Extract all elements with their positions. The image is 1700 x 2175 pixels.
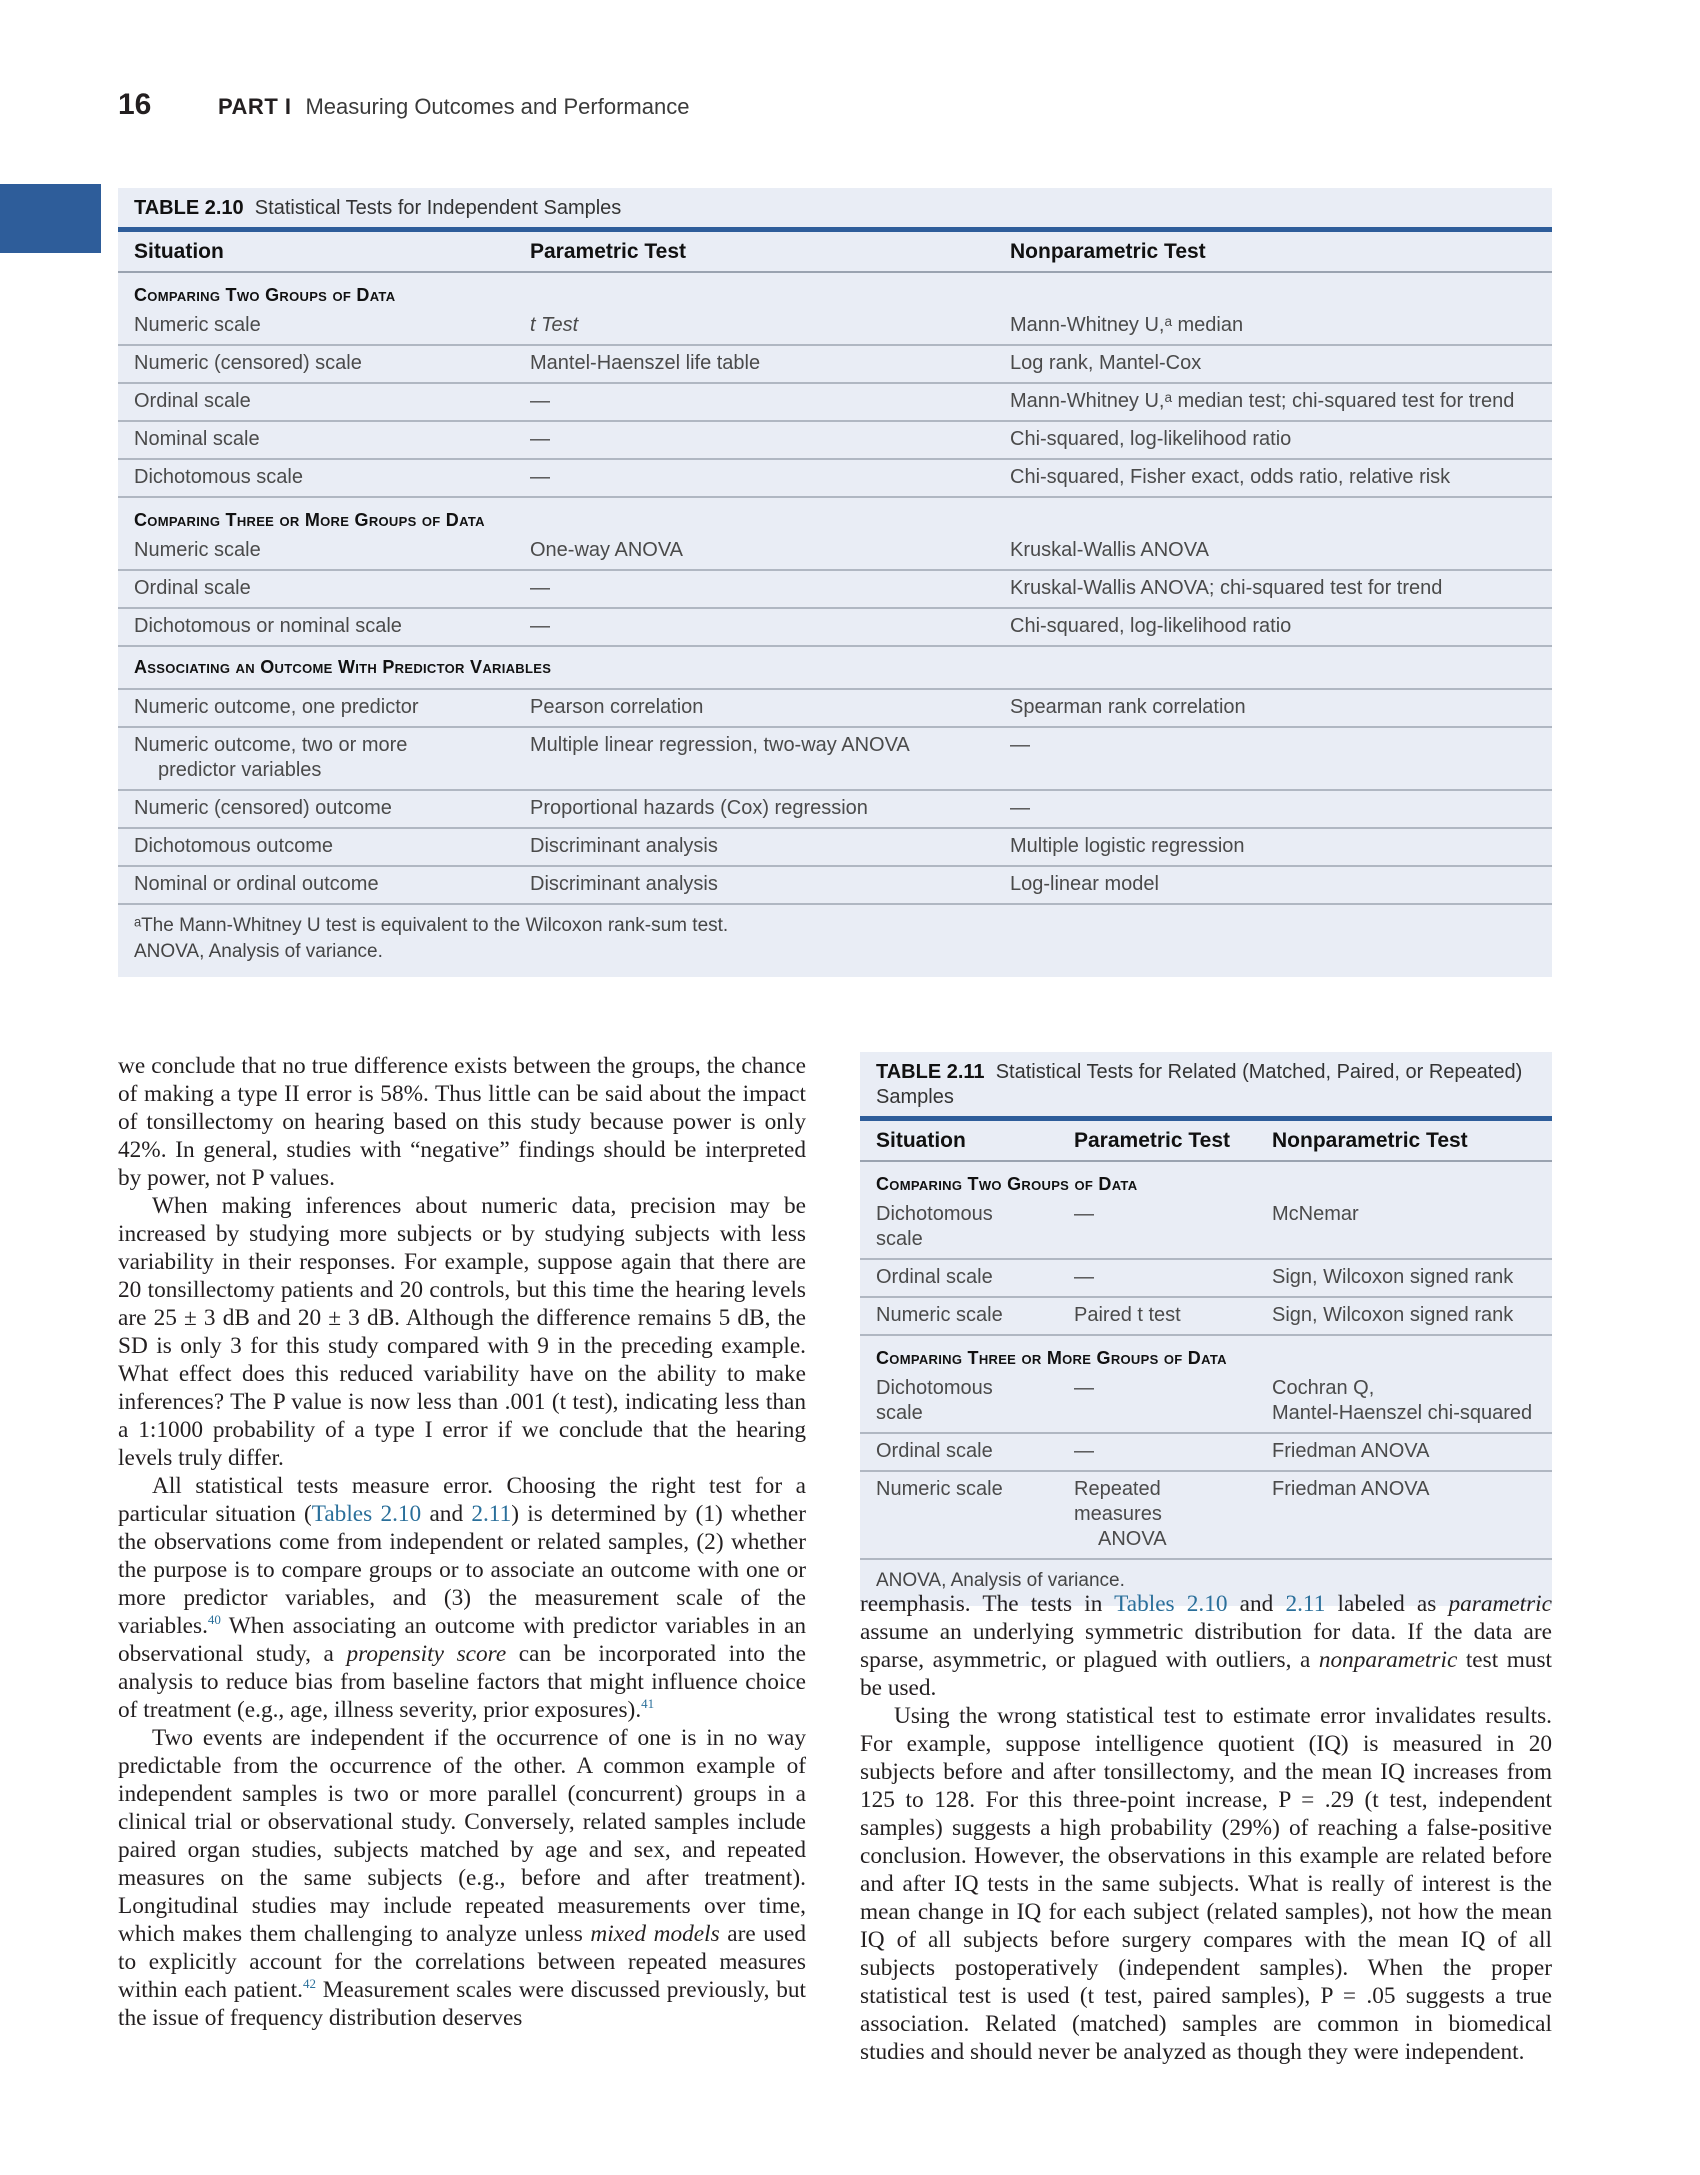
table-cell: Numeric scale — [118, 533, 514, 570]
table-2-11-grid — [860, 1121, 1552, 1560]
table-2-10-caption — [118, 188, 1552, 227]
emphasis: parametric — [1448, 1591, 1552, 1617]
text-run: ) is determined by (1) whether the observations come from independent or related samples, (2) whether the purpose is to compare groups or to associate an outcome with one or more predictor variables, and (3) the measurement scale of the variables. — [118, 1501, 806, 1639]
text-run: reemphasis. The tests in — [860, 1591, 1115, 1617]
table-row — [118, 828, 1552, 866]
table-header-row — [860, 1121, 1552, 1161]
table-2-10-grid — [118, 232, 1552, 905]
text-run: assume an underlying symmetric distribution for data. If the data are sparse, asymmetric, or plagued with outliers, a — [860, 1619, 1552, 1673]
table-cell: Discriminant analysis — [514, 828, 994, 866]
table-cell: Kruskal-Wallis ANOVA; chi-squared test for trend — [994, 570, 1552, 608]
table-cell: Dichotomous outcome — [118, 828, 514, 866]
text-run: Measurement scales were discussed previously, but the issue of frequency distribution deserves — [118, 1977, 806, 2031]
part-label: PART I — [218, 94, 292, 119]
paragraph — [860, 1590, 1552, 1702]
table-cell: Log rank, Mantel-Cox — [994, 345, 1552, 383]
text-run: and — [421, 1501, 472, 1527]
table-cell: Mann-Whitney U,ᵃ median test; chi-squared test for trend — [994, 383, 1552, 421]
column-header: Parametric Test — [514, 232, 994, 272]
table-2-11-link[interactable]: 2.11 — [1285, 1591, 1326, 1617]
group-heading-row — [118, 497, 1552, 533]
paragraph: When making inferences about numeric data, precision may be increased by studying more subjects or by studying subjects with less variability in their responses. For example, suppose again that there are 20 tonsillectomy patients and 20 controls, but this time the hearing levels are 25 ± 3 dB and 20 ± 3 dB. Although the difference remains 5 dB, the SD is only 3 for this study compared with 9 in the preceding example. What effect does this reduced variability have on the ability to make inferences? The P value is now less than .001 (t test), indicating less than a 1:1000 probability of a type I error if we conclude that the hearing levels truly differ. — [118, 1193, 806, 1471]
table-cell: Ordinal scale — [860, 1259, 1058, 1297]
column-header: Situation — [118, 232, 514, 272]
table-cell: Kruskal-Wallis ANOVA — [994, 533, 1552, 570]
table-row — [860, 1259, 1552, 1297]
column-header: Parametric Test — [1058, 1121, 1256, 1161]
reference-41[interactable]: 41 — [641, 1696, 655, 1712]
table-row — [118, 866, 1552, 904]
column-header: Nonparametric Test — [994, 232, 1552, 272]
table-cell: Pearson correlation — [514, 689, 994, 727]
table-cell-continuation: predictor variables — [158, 759, 322, 781]
table-2-10 — [118, 188, 1552, 977]
table-row — [118, 790, 1552, 828]
table-row — [118, 570, 1552, 608]
table-2-11-title: Statistical Tests for Related (Matched, Paired, or Repeated) Samples — [876, 1061, 1523, 1108]
table-2-10-link[interactable]: Tables 2.10 — [311, 1501, 422, 1527]
table-cell: — — [1058, 1259, 1256, 1297]
table-cell-continuation: ANOVA — [1098, 1528, 1167, 1550]
text-run: When associating an outcome with predictor variables in an observational study, a — [118, 1613, 806, 1667]
table-row — [118, 345, 1552, 383]
table-cell-text: Repeated measures — [1074, 1478, 1162, 1525]
text-run: and — [1227, 1591, 1286, 1617]
table-2-10-link[interactable]: Tables 2.10 — [1114, 1591, 1228, 1617]
text-run: labeled as — [1325, 1591, 1449, 1617]
text-run: test must be used. — [860, 1647, 1552, 1701]
table-cell: Proportional hazards (Cox) regression — [514, 790, 994, 828]
table-cell: — — [1058, 1433, 1256, 1471]
table-cell: Dichotomous or nominal scale — [118, 608, 514, 646]
table-cell: Mann-Whitney U,ᵃ median — [994, 308, 1552, 345]
footnote-a: ᵃThe Mann-Whitney U test is equivalent to the Wilcoxon rank-sum test. — [134, 915, 729, 936]
table-cell: Numeric scale — [860, 1471, 1058, 1559]
table-row — [118, 459, 1552, 497]
table-cell — [514, 308, 994, 345]
table-cell: Log-linear model — [994, 866, 1552, 904]
table-cell: — — [994, 727, 1552, 790]
table-cell: Ordinal scale — [118, 570, 514, 608]
table-2-11-link[interactable]: 2.11 — [471, 1501, 512, 1527]
table-cell: Mantel-Haenszel life table — [514, 345, 994, 383]
part-title: Measuring Outcomes and Performance — [305, 94, 690, 119]
table-cell: — — [514, 421, 994, 459]
table-cell: Dichotomous scale — [118, 459, 514, 497]
group-heading-row — [118, 272, 1552, 308]
text-run: can be incorporated into the analysis to reduce bias from baseline factors that might influence choice of treatment (e.g., age, illness severity, prior exposures). — [118, 1641, 806, 1723]
table-cell: Chi-squared, log-likelihood ratio — [994, 608, 1552, 646]
table-cell: Numeric scale — [118, 308, 514, 345]
table-row — [860, 1371, 1552, 1433]
table-2-10-footnotes — [118, 905, 1552, 977]
group-heading: Comparing Two Groups of Data — [876, 1174, 1138, 1194]
emphasis: propensity score — [346, 1641, 507, 1667]
group-heading: Comparing Three or More Groups of Data — [876, 1348, 1227, 1368]
table-cell: Paired t test — [1058, 1297, 1256, 1335]
table-row — [118, 608, 1552, 646]
table-cell: — — [514, 570, 994, 608]
group-heading: Associating an Outcome With Predictor Variables — [118, 646, 1552, 689]
table-cell: One-way ANOVA — [514, 533, 994, 570]
table-cell: Numeric scale — [860, 1297, 1058, 1335]
table-cell: Dichotomous scale — [860, 1197, 1058, 1259]
table-cell: Sign, Wilcoxon signed rank — [1256, 1259, 1552, 1297]
table-cell: Spearman rank correlation — [994, 689, 1552, 727]
table-cell: — — [514, 608, 994, 646]
group-heading: Comparing Two Groups of Data — [134, 285, 396, 305]
table-cell: — — [994, 790, 1552, 828]
footnote-anova: ANOVA, Analysis of variance. — [134, 941, 383, 962]
table-cell: Dichotomous scale — [860, 1371, 1058, 1433]
group-heading-row — [860, 1335, 1552, 1371]
table-row — [860, 1297, 1552, 1335]
table-cell: Sign, Wilcoxon signed rank — [1256, 1297, 1552, 1335]
table-cell: — — [514, 383, 994, 421]
table-row — [860, 1197, 1552, 1259]
table-cell: Chi-squared, log-likelihood ratio — [994, 421, 1552, 459]
table-cell: Multiple logistic regression — [994, 828, 1552, 866]
table-cell-text: Numeric outcome, two or more — [134, 734, 408, 756]
table-cell: Numeric (censored) scale — [118, 345, 514, 383]
group-heading: Comparing Three or More Groups of Data — [134, 510, 485, 530]
page-number: 16 — [118, 88, 152, 121]
table-cell — [1256, 1371, 1552, 1433]
table-cell: — — [1058, 1197, 1256, 1259]
table-2-11-caption — [860, 1052, 1552, 1116]
paragraph — [118, 1472, 806, 1724]
table-cell-text: Cochran Q, — [1272, 1377, 1375, 1399]
table-header-row — [118, 232, 1552, 272]
running-header — [118, 88, 689, 134]
text-run: are used to explicitly account for the correlations between repeated measures within each patient. — [118, 1921, 806, 2003]
table-cell: — — [1058, 1371, 1256, 1433]
chapter-tab-marker — [0, 184, 101, 253]
left-text-column — [118, 1052, 806, 2032]
table-row — [860, 1433, 1552, 1471]
table-row — [118, 421, 1552, 459]
table-2-11-footnote: ANOVA, Analysis of variance. — [876, 1570, 1125, 1591]
text-run: Two events are independent if the occurrence of one is in no way predictable from the occurrence of the other. A common example of independent samples is two or more parallel (concurrent) groups in a clinical trial or observational study. Conversely, related samples include paired organ studies, subjects matched by age and sex, and repeated measures on the same subjects (e.g., before and after treatment). Longitudinal studies may include repeated measurements over time, which makes them challenging to analyze unless — [118, 1725, 806, 1947]
paragraph — [118, 1724, 806, 2032]
table-cell: Nominal or ordinal outcome — [118, 866, 514, 904]
table-row — [118, 383, 1552, 421]
right-text-column — [860, 1590, 1552, 2066]
table-cell: Friedman ANOVA — [1256, 1433, 1552, 1471]
table-cell: Numeric (censored) outcome — [118, 790, 514, 828]
table-2-11 — [860, 1052, 1552, 1606]
table-row — [118, 308, 1552, 345]
text-run: All statistical tests measure error. Choosing the right test for a particular situation ( — [118, 1473, 806, 1527]
reference-42[interactable]: 42 — [302, 1976, 316, 1992]
column-header: Nonparametric Test — [1256, 1121, 1552, 1161]
table-cell: Chi-squared, Fisher exact, odds ratio, relative risk — [994, 459, 1552, 497]
table-row — [860, 1471, 1552, 1559]
table-cell — [1058, 1471, 1256, 1559]
table-row — [118, 533, 1552, 570]
emphasis: mixed models — [590, 1921, 720, 1947]
table-2-10-label: TABLE 2.10 — [134, 197, 244, 219]
table-cell: Multiple linear regression, two-way ANOVA — [514, 727, 994, 790]
column-header: Situation — [860, 1121, 1058, 1161]
table-cell: Discriminant analysis — [514, 866, 994, 904]
table-row — [118, 689, 1552, 727]
group-heading-row — [860, 1161, 1552, 1197]
table-cell: Nominal scale — [118, 421, 514, 459]
table-cell: McNemar — [1256, 1197, 1552, 1259]
table-row — [118, 727, 1552, 790]
table-cell-text: t Test — [530, 314, 579, 336]
table-cell: Friedman ANOVA — [1256, 1471, 1552, 1559]
reference-40[interactable]: 40 — [207, 1612, 221, 1628]
table-cell: Numeric outcome, one predictor — [118, 689, 514, 727]
table-cell-continuation: Mantel-Haenszel chi-squared — [1272, 1402, 1533, 1424]
table-cell: — — [514, 459, 994, 497]
table-cell: Ordinal scale — [118, 383, 514, 421]
group-heading-row — [118, 646, 1552, 689]
table-cell: Ordinal scale — [860, 1433, 1058, 1471]
table-2-10-title: Statistical Tests for Independent Samples — [254, 197, 622, 219]
emphasis: nonparametric — [1318, 1647, 1458, 1673]
paragraph: Using the wrong statistical test to estimate error invalidates results. For example, suppose intelligence quotient (IQ) is measured in 20 subjects before and after tonsillectomy, and the mean IQ increases from 125 to 128. For this three-point increase, P = .29 (t test, independent samples) suggests a high probability (29%) of reaching a false-positive conclusion. However, the observations in this example are related before and after IQ tests in the same subjects. What is really of interest is the mean change in IQ for each subject (related samples), not how the mean IQ of all subjects before surgery compares with the mean IQ of all subjects postoperatively (independent samples). When the proper statistical test is used (t test, paired samples), P = .05 suggests a true association. Related (matched) samples are common in biomedical studies and should never be analyzed as though they were independent. — [860, 1703, 1552, 2065]
table-2-11-label: TABLE 2.11 — [876, 1061, 985, 1083]
table-cell — [118, 727, 514, 790]
paragraph: we conclude that no true difference exists between the groups, the chance of making a type II error is 58%. Thus little can be said about the impact of tonsillectomy on hearing based on this study because power is only 42%. In general, studies with “negative” findings should be interpreted by power, not P values. — [118, 1053, 806, 1191]
